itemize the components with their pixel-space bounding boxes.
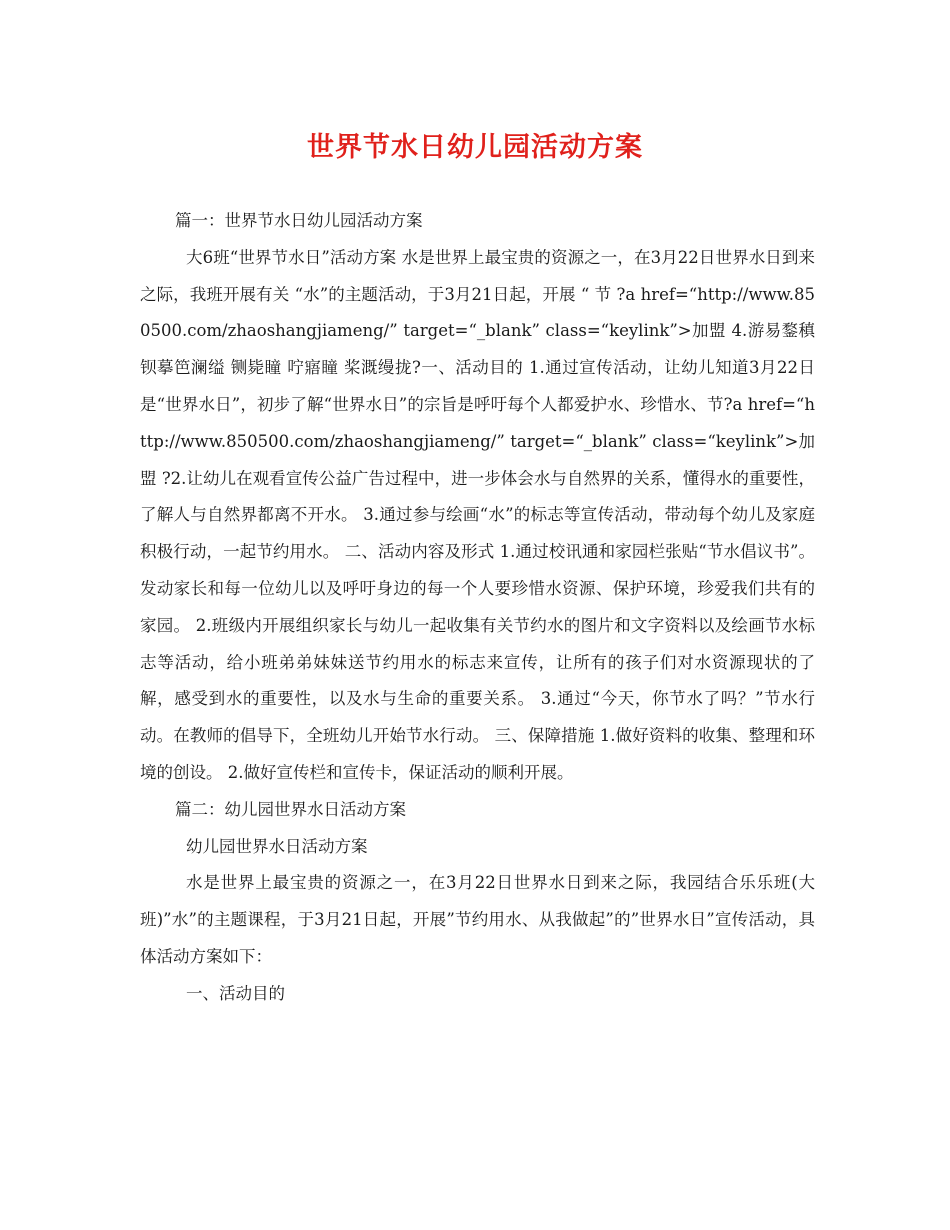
paragraph: 篇二：幼儿园世界水日活动方案	[175, 799, 406, 819]
document-body	[140, 203, 815, 1013]
paragraph: 水是世界上最宝贵的资源之一，在3月22日世界水日到来之际，我园结合乐乐班(大班)”水”的主题课程，于3月21日起，开展”节约用水、从我做起”的”世界水日”宣传活动，具体活动方案如下：	[140, 873, 815, 966]
document-title: 世界节水日幼儿园活动方案	[307, 132, 643, 163]
paragraph: 大6班“世界节水日”活动方案 水是世界上最宝贵的资源之一，在3月22日世界水日到来之际，我班开展有关 “水”的主题活动，于3月21日起，开展 “ 节 ?a href=“http://www.850500.com/zhaoshangjiameng/” target=“_blank” class=“keylink”>加盟 4.游易鍪稹钡摹笆澜缢 铡毙瞳 咛寤瞳 桨溉缦拢?一、活动目的 1.通过宣传活动，让幼儿知道3月22日是“世界水日”，初步了解“世界水日”的宗旨是呼吁每个人都爱护水、珍惜水、节?a href=“http://www.850500.com/zhaoshangjiameng/” target=“_blank” class=“keylink”>加盟 ?2.让幼儿在观看宣传公益广告过程中，进一步体会水与自然界的关系，懂得水的重要性，了解人与自然界都离不开水。 3.通过参与绘画“水”的标志等宣传活动，带动每个幼儿及家庭积极行动，一起节约用水。 二、活动内容及形式 1.通过校讯通和家园栏张贴“节水倡议书”。发动家长和每一位幼儿以及呼吁身边的每一个人要珍惜水资源、保护环境，珍爱我们共有的家园。 2.班级内开展组织家长与幼儿一起收集有关节约水的图片和文字资料以及绘画节水标志等活动，给小班弟弟妹妹送节约用水的标志来宣传，让所有的孩子们对水资源现状的了解，感受到水的重要性，以及水与生命的重要关系。 3.通过“今天，你节水了吗？”节水行动。在教师的倡导下，全班幼儿开始节水行动。 三、保障措施 1.做好资料的收集、整理和环境的创设。 2.做好宣传栏和宣传卡，保证活动的顺利开展。	[140, 247, 815, 782]
paragraph: 一、活动目的	[186, 983, 285, 1003]
paragraph: 幼儿园世界水日活动方案	[186, 836, 368, 856]
paragraph: 篇一：世界节水日幼儿园活动方案	[175, 211, 423, 230]
